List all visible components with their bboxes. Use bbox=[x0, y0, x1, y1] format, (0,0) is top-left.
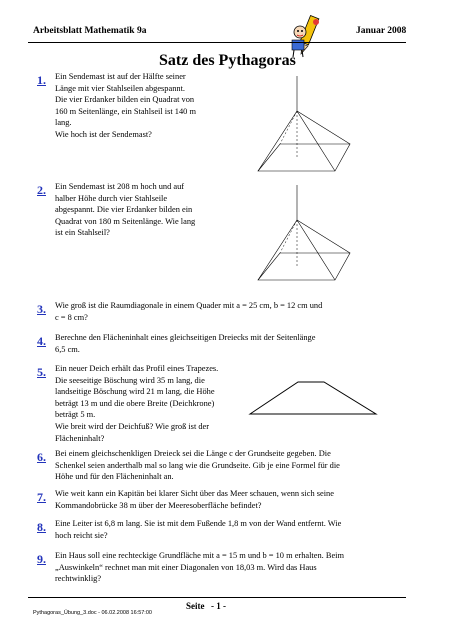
trapezoid-dike-figure bbox=[248, 378, 378, 418]
task-5-text: Ein neuer Deich erhält das Profil eines Trapezes. Die seeseitige Böschung wird 35 m lang, die landseitige Böschung wird 21 m lang, die Höhe beträgt 13 m und die obere Breite (Deichkrone) beträgt 5 m. Wie breit wird der Deichfuß? Wie groß ist der Flächeninhalt? bbox=[55, 364, 219, 443]
task-9-text: Ein Haus soll eine rechteckige Grundfläche mit a = 15 m und b = 10 m erhalten. Beim „Auswinkeln“ rechnet man mit einer Diagonalen von 18,03 m. Wird das Haus rechtwinklig? bbox=[55, 551, 344, 584]
page-title: Satz des Pythagoras bbox=[159, 52, 296, 69]
task-1-text: Ein Sendemast ist auf der Hälfte seiner Länge mit vier Stahlseilen abgespannt. Die vier Erdanker bilden ein Quadrat von 160 m Seitenlänge, ein Stahlseil ist 140 m lang. Wie hoch ist der Sendemast? bbox=[55, 72, 196, 139]
pyramid-mast-figure-1 bbox=[240, 76, 360, 176]
task-9-number: 9. bbox=[37, 552, 46, 566]
footer-page-label: Seite bbox=[186, 601, 205, 611]
footer-page-number: - 1 - bbox=[211, 601, 226, 611]
header-rule bbox=[28, 42, 406, 43]
task-3-number: 3. bbox=[37, 302, 46, 316]
task-8-number: 8. bbox=[37, 520, 46, 534]
task-4-number: 4. bbox=[37, 334, 46, 348]
task-2-text: Ein Sendemast ist 208 m hoch und auf halber Höhe durch vier Stahlseile abgespannt. Die vier Erdanker bilden ein Quadrat von 180 m Seitenlänge. Wie lang ist ein Stahlseil? bbox=[55, 182, 196, 238]
pyramid-mast-figure-2 bbox=[240, 185, 360, 285]
task-2-number: 2. bbox=[37, 183, 46, 197]
header-right: Januar 2008 bbox=[356, 26, 407, 36]
task-4-text: Berechne den Flächeninhalt eines gleichseitigen Dreiecks mit der Seitenlänge 6,5 cm. bbox=[55, 333, 316, 354]
footer-rule bbox=[28, 597, 406, 598]
task-1-number: 1. bbox=[37, 73, 46, 87]
task-8-text: Eine Leiter ist 6,8 m lang. Sie ist mit dem Fußende 1,8 m von der Wand entfernt. Wie hoch reicht sie? bbox=[55, 519, 342, 540]
task-6-text: Bei einem gleichschenkligen Dreieck sei die Länge c der Grundseite gegeben. Die Schenkel seien anderthalb mal so lang wie die Grundseite. Gib je eine Formel für die Höhe und für den Flächeninhalt an. bbox=[55, 449, 340, 482]
task-7-text: Wie weit kann ein Kapitän bei klarer Sicht über das Meer schauen, wenn sich seine Kommandobrücke 38 m über der Meeresoberfläche befindet? bbox=[55, 489, 334, 510]
footer-filename: Pythagoras_Übung_3.doc - 06.02.2008 16:57:00 bbox=[33, 610, 152, 616]
task-3-text: Wie groß ist die Raumdiagonale in einem Quader mit a = 25 cm, b = 12 cm und c = 8 cm? bbox=[55, 301, 323, 322]
task-6-number: 6. bbox=[37, 450, 46, 464]
header-left: Arbeitsblatt Mathematik 9a bbox=[33, 26, 147, 36]
task-7-number: 7. bbox=[37, 490, 46, 504]
task-5-number: 5. bbox=[37, 365, 46, 379]
